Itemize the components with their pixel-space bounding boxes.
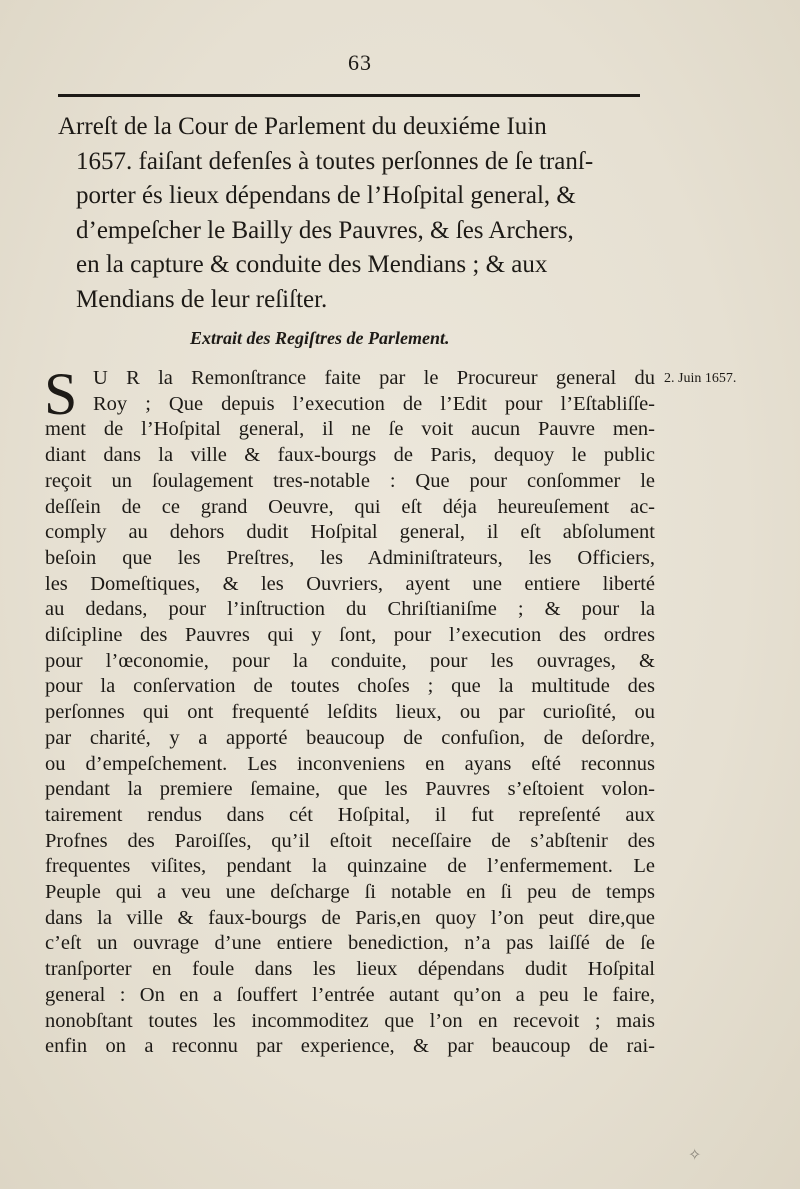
body-line: general : On en a ſouffert l’entrée autant qu’on a peu le faire, [45, 983, 655, 1006]
ink-smudge: ✧ [688, 1147, 702, 1164]
body-line: au dedans, pour l’inſtruction du Chriſtianiſme ; & pour la [45, 598, 655, 621]
body-line: enfin on a reconnu par experience, & par beaucoup de rai- [45, 1035, 655, 1058]
body-line: Profnes des Paroiſſes, qu’il eſtoit neceſſaire de s’abſtenir des [45, 829, 655, 852]
body-paragraph [44, 361, 655, 1060]
body-line: tairement rendus dans cét Hoſpital, il fut repreſenté aux [45, 803, 655, 826]
body-line: par charité, y a apporté beaucoup de confuſion, de deſordre, [45, 726, 655, 749]
drop-cap-initial: S [44, 361, 78, 427]
body-line: ment de l’Hoſpital general, il ne ſe voit aucun Pauvre men- [45, 418, 655, 441]
body-line: deſſein de ce grand Oeuvre, qui eſt déja heureuſement ac- [45, 495, 655, 518]
body-line: pour l’œconomie, pour la conduite, pour les ouvrages, & [45, 649, 655, 672]
header-rule [58, 94, 640, 97]
title-line: d’empeſcher le Bailly des Pauvres, & ſes Archers, [76, 216, 574, 244]
title-line: porter és lieux dépendans de l’Hoſpital general, & [76, 182, 576, 209]
body-line: Roy ; Que depuis l’execution de l’Edit pour l’Eſtabliſſe- [93, 392, 655, 415]
body-line: comply au dehors dudit Hoſpital general, il eſt abſolument [45, 521, 655, 544]
body-line: Peuple qui a veu une deſcharge ſi notable en ſi peu de temps [45, 881, 655, 904]
body-line: les Domeſtiques, & les Ouvriers, ayent une entiere liberté [45, 572, 655, 595]
body-line: diant dans la ville & faux-bourgs de Paris, dequoy le public [45, 444, 655, 467]
page-number: 63 [348, 50, 372, 75]
margin-date-note: 2. Juin 1657. [664, 371, 737, 386]
title-line: Arreſt de la Cour de Parlement du deuxiéme Iuin [58, 113, 547, 140]
title-line: Mendians de leur reſiſter. [76, 285, 328, 313]
register-extract-heading: Extrait des Regiſtres de Parlement. [190, 328, 450, 348]
body-line: pour la conſervation de toutes choſes ; que la multitude des [45, 675, 655, 698]
body-line: c’eſt un ouvrage d’une entiere benediction, n’a pas laiſſé de ſe [45, 932, 655, 955]
arret-title [58, 110, 658, 317]
body-line: beſoin que les Preſtres, les Adminiſtrateurs, les Officiers, [45, 546, 655, 569]
body-line: ou d’empeſchement. Les inconveniens en ayans eſté reconnus [45, 752, 655, 775]
body-line: reçoit un ſoulagement tres-notable : Que pour conſommer le [45, 469, 655, 492]
body-line: U R la Remonſtrance faite par le Procureur general du [93, 367, 655, 389]
body-line: diſcipline des Pauvres qui y ſont, pour l’execution des ordres [45, 624, 655, 647]
body-line: perſonnes qui ont frequenté leſdits lieux, ou par curioſité, ou [45, 701, 655, 724]
body-line: dans la ville & faux-bourgs de Paris,en quoy l’on peut dire,que [45, 906, 655, 929]
body-line: nonobſtant toutes les incommoditez que l’on en recevoit ; mais [45, 1009, 655, 1032]
title-line: en la capture & conduite des Mendians ; & aux [76, 251, 548, 278]
title-line: 1657. faiſant defenſes à toutes perſonnes de ſe tranſ- [76, 147, 594, 175]
body-line: frequentes viſites, pendant la quinzaine de l’enfermement. Le [45, 855, 655, 878]
body-line: tranſporter en foule dans les lieux dépendans dudit Hoſpital [45, 958, 655, 981]
body-line: pendant la premiere ſemaine, que les Pauvres s’eſtoient volon- [45, 778, 655, 801]
